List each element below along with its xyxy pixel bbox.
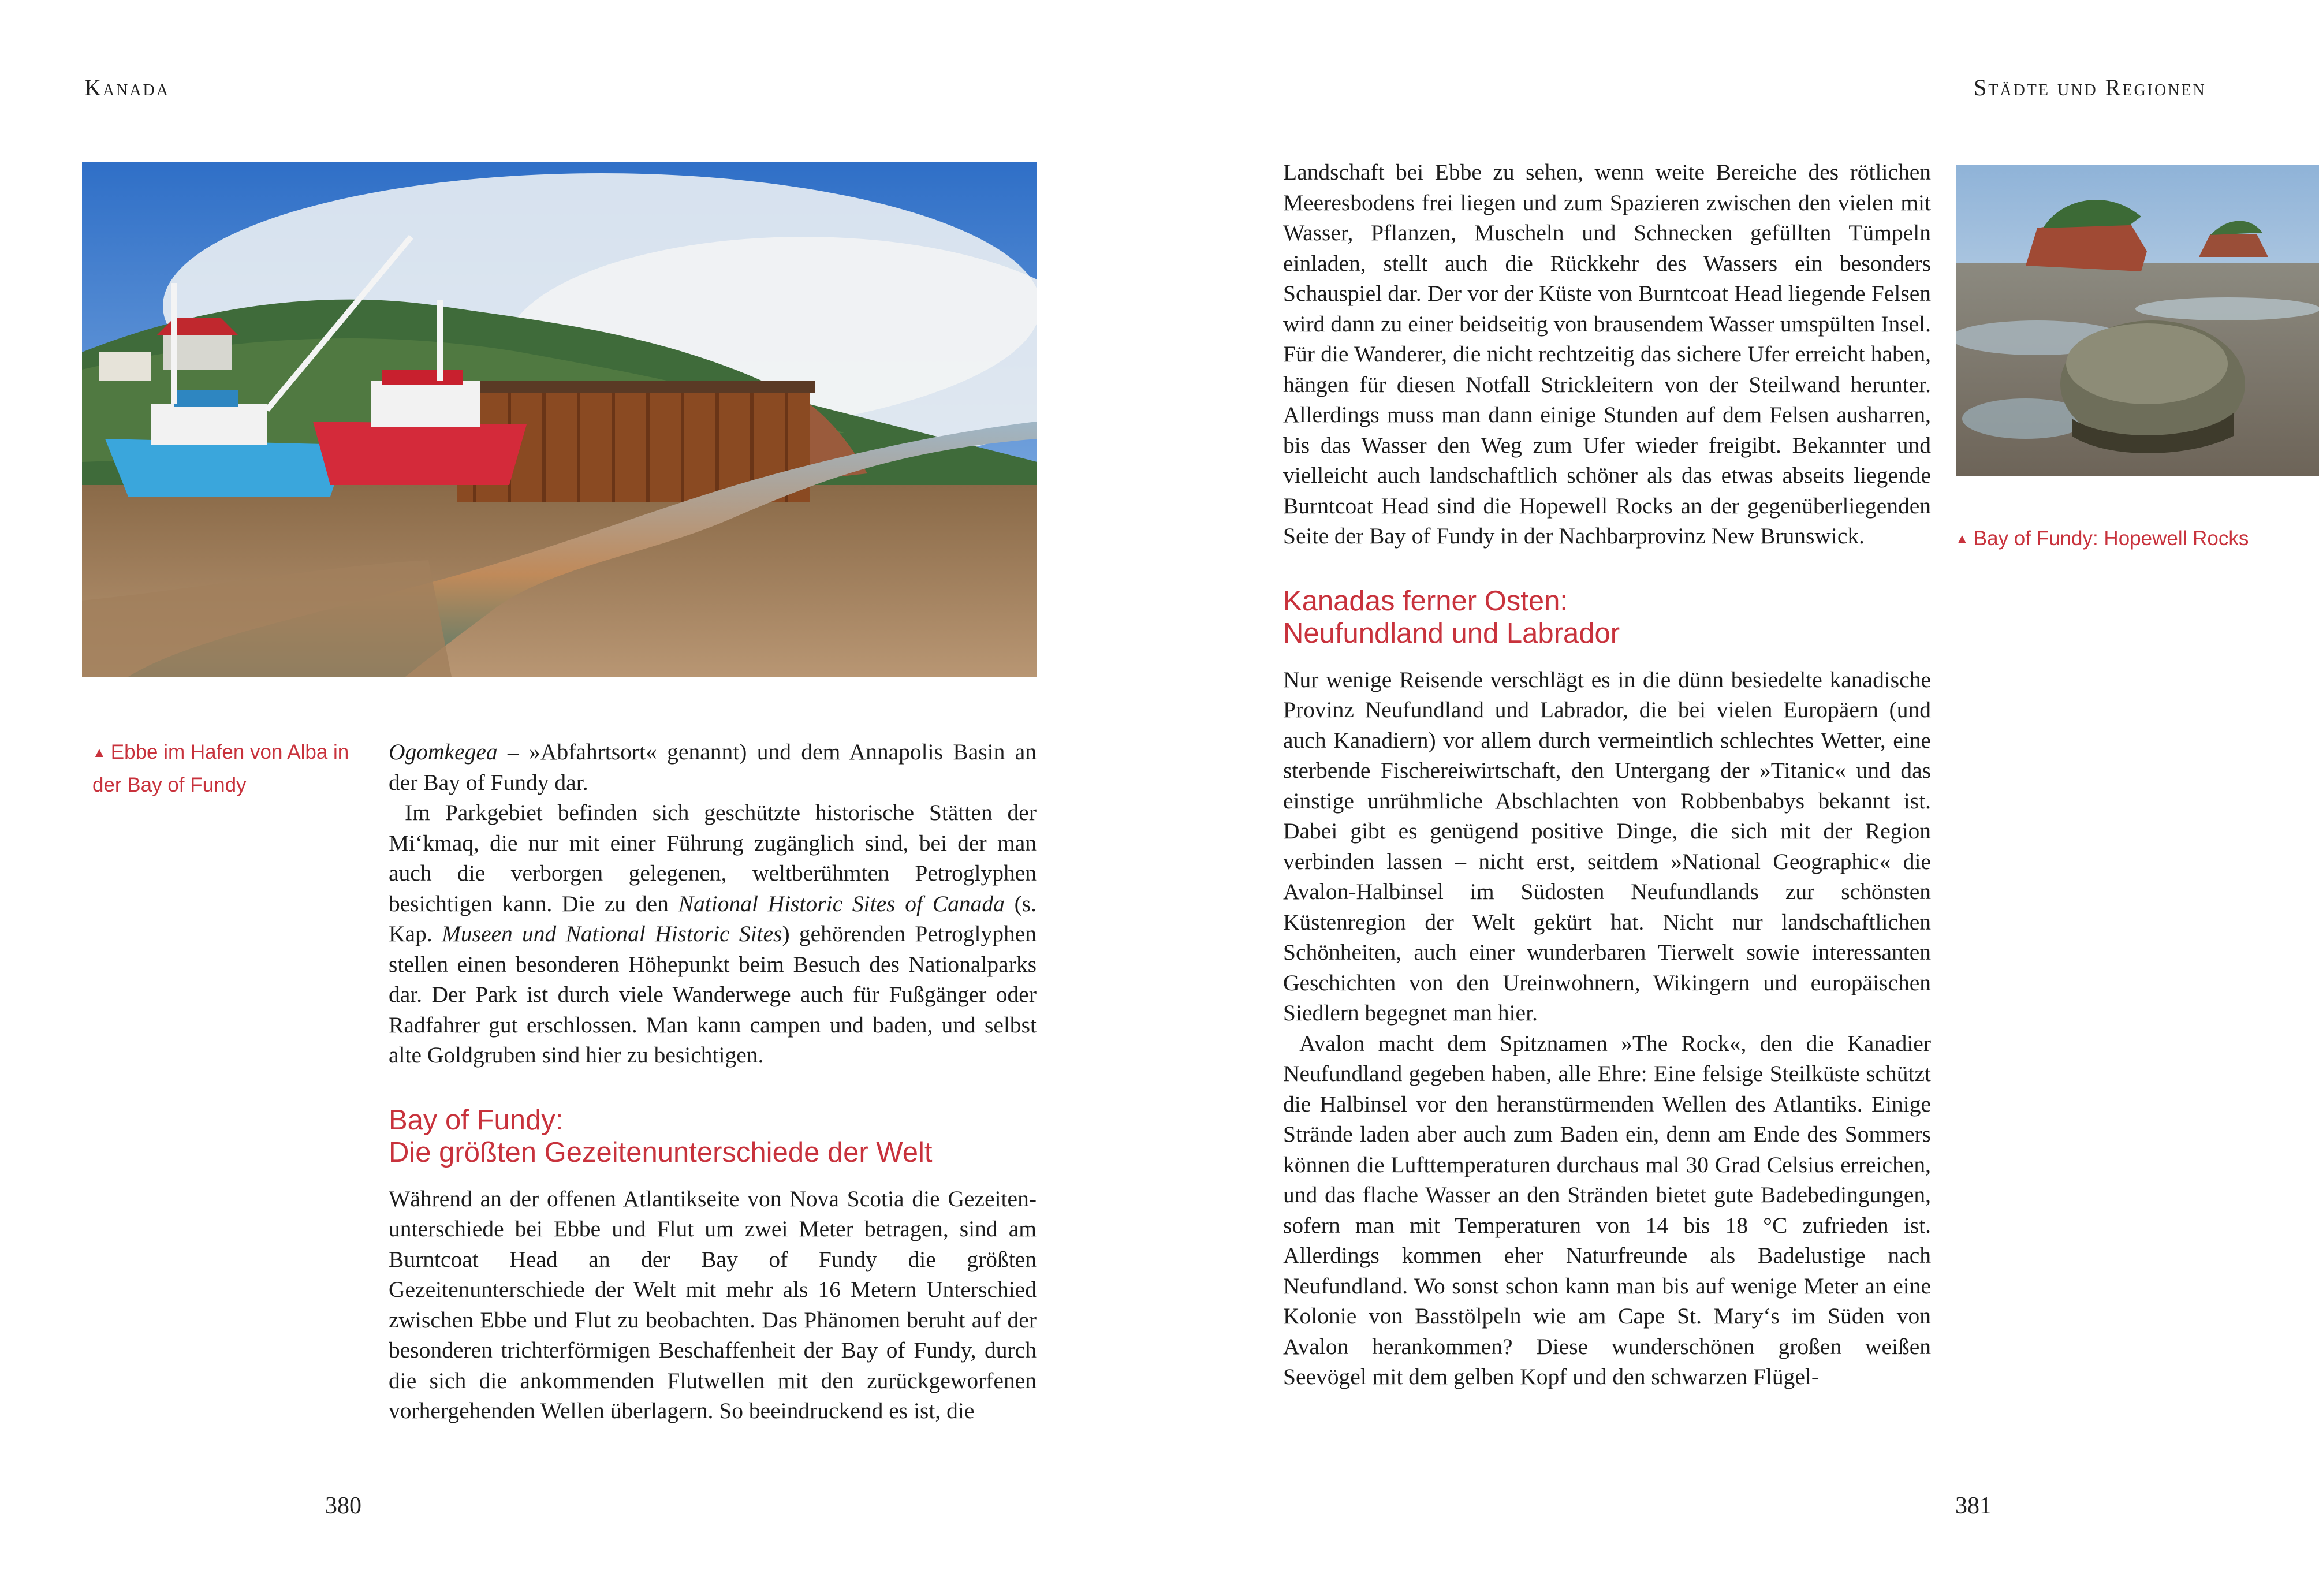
caption-triangle-icon: ▲ (1955, 531, 1969, 547)
right-paragraph-2: Nur wenige Reisende verschlägt es in die dünn besiedelte kanadische Provinz Neufundland und Labrador, die bei vielen Europäern (und auch Kanadiern) vor allem durch vermeintlich schlechtes Wetter, eine sterbende Fischereiwirtschaft, den Untergang der »Titanic« und das einstige unrühmliche Abschlachten von Robbenbabys bekannt ist. Dabei gibt es genügend positive Dinge, die sich mit der Region verbinden lassen – nicht erst, seitdem »National Geographic« die Avalon-Halbinsel im Südosten Neufundlands zur schönsten Küstenregion der Welt gekürt hat. Nicht nur landschaftlichen Schönheiten, auch einer wunderbaren Tierwelt sowie interessanten Geschichten von den Ureinwohnern, Wikingern und europäischen Siedlern begegnet man hier. (1283, 666, 1931, 1026)
italic-ogomkegea: Ogomkegea (389, 739, 498, 765)
caption-hopewell-rocks (1955, 523, 2319, 556)
caption-triangle-icon: ▲ (92, 745, 106, 760)
running-head-right: Städte und Regionen (1974, 74, 2206, 100)
left-text-column (389, 737, 1037, 1426)
running-head-left: Kanada (84, 74, 170, 100)
left-paragraph-3: Während an der offenen Atlantikseite von Nova Scotia die Gezeiten-unterschiede bei Ebbe und Flut um zwei Meter betragen, sind am Burntcoat Head an der Bay of Fundy die größten Gezeitenunterschiede der Welt mit mehr als 16 Metern Unterschied zwischen Ebbe und Flut zu beobachten. Das Phänomen beruht auf der besonderen trichterförmigen Beschaffenheit der Bay of Fundy, durch die sich die ankommenden Flutwellen mit den zurückgeworfenen vorhergehenden Wellen überlagern. So beeindruckend es ist, die (389, 1185, 1037, 1423)
right-paragraph-3: Avalon macht dem Spitznamen »The Rock«, den die Kanadier Neufundland gegeben haben, alle Ehre: Eine felsige Steilküste schützt die Halbinsel vor den heranstürmenden Wellen des Atlantiks. Einige Strände laden aber auch zum Baden ein, denn am Ende des Sommers können die Lufttemperaturen durchaus mal 30 Grad Celsius erreichen, und das flache Wasser an den Stränden bietet gute Badebedingungen, sofern man mit Temperaturen von 14 bis 18 °C zufrieden ist. Allerdings kommen eher Naturfreunde als Badelustige nach Neufundland. Wo sonst schon kann man bis auf wenige Meter an eine Kolonie von Basstölpeln wie am Cape St. Mary‘s im Süden von Avalon herankommen? Diese wunderschönen großen weißen Seevögel mit dem gelben Kopf und den schwarzen Flügel- (1283, 1030, 1931, 1389)
page-number-left: 380 (325, 1493, 361, 1519)
heading-bay-of-fundy: Bay of Fundy: Die größten Gezeitenunterschiede der Welt (389, 1104, 933, 1168)
photo-alba-harbour (82, 162, 1037, 677)
photo-hopewell-rocks (1956, 165, 2319, 476)
caption-text: Ebbe im Hafen von Alba in der Bay of Fundy (92, 741, 349, 796)
caption-alba-harbour (92, 737, 375, 800)
heading-neufundland: Kanadas ferner Osten: Neufundland und Labrador (1283, 585, 1620, 649)
left-paragraph-1: Ogomkegea – »Abfahrtsort« genannt) und dem Annapolis Basin an der Bay of Fundy dar. (389, 739, 1037, 795)
page-number-right: 381 (1955, 1493, 1992, 1519)
caption-text: Bay of Fundy: Hopewell Rocks (1973, 527, 2249, 550)
right-text-column (1283, 157, 1931, 1392)
right-paragraph-1: Landschaft bei Ebbe zu sehen, wenn weite Bereiche des rötlichen Meeresbodens frei liegen und zum Spazieren zwischen den vielen mit Wasser, Pflanzen, Muscheln und Schnecken gefüllten Tümpeln einladen, stellt auch die Rückkehr des Wassers ein besonders Schauspiel dar. Der vor der Küste von Burntcoat Head liegende Felsen wird dann zu einer beidseitig von brausendem Wasser umspülten Insel. Für die Wanderer, die nicht rechtzeitig das sichere Ufer erreicht haben, hängen für diesen Notfall Strickleitern von der Steilwand herunter. Allerdings muss man dann einige Stunden auf dem Felsen ausharren, bis das Wasser den Weg zum Ufer wieder freigibt. Bekannter und vielleicht auch landschaftlich schöner als das etwas abseits liegende Burntcoat Head sind die Hopewell Rocks an der gegenüberliegenden Seite der Bay of Fundy in der Nachbarprovinz New Brunswick. (1283, 159, 1931, 549)
left-paragraph-2: Im Parkgebiet befinden sich geschützte historische Stätten der Mi‘kmaq, die nur mit einer Führung zugänglich sind, bei der man auch die verborgen gelegenen, weltberühmten Petroglyphen besichtigen kann. Die zu den National Historic Sites of Canada (s. Kap. Museen und National Historic Sites) gehörenden Petroglyphen stellen einen besonderen Höhepunkt beim Besuch des Nationalparks dar. Der Park ist durch viele Wanderwege auch für Fußgänger oder Radfahrer gut erschlossen. Man kann campen und baden, und selbst alte Goldgruben sind hier zu besichtigen. (389, 800, 1037, 1068)
